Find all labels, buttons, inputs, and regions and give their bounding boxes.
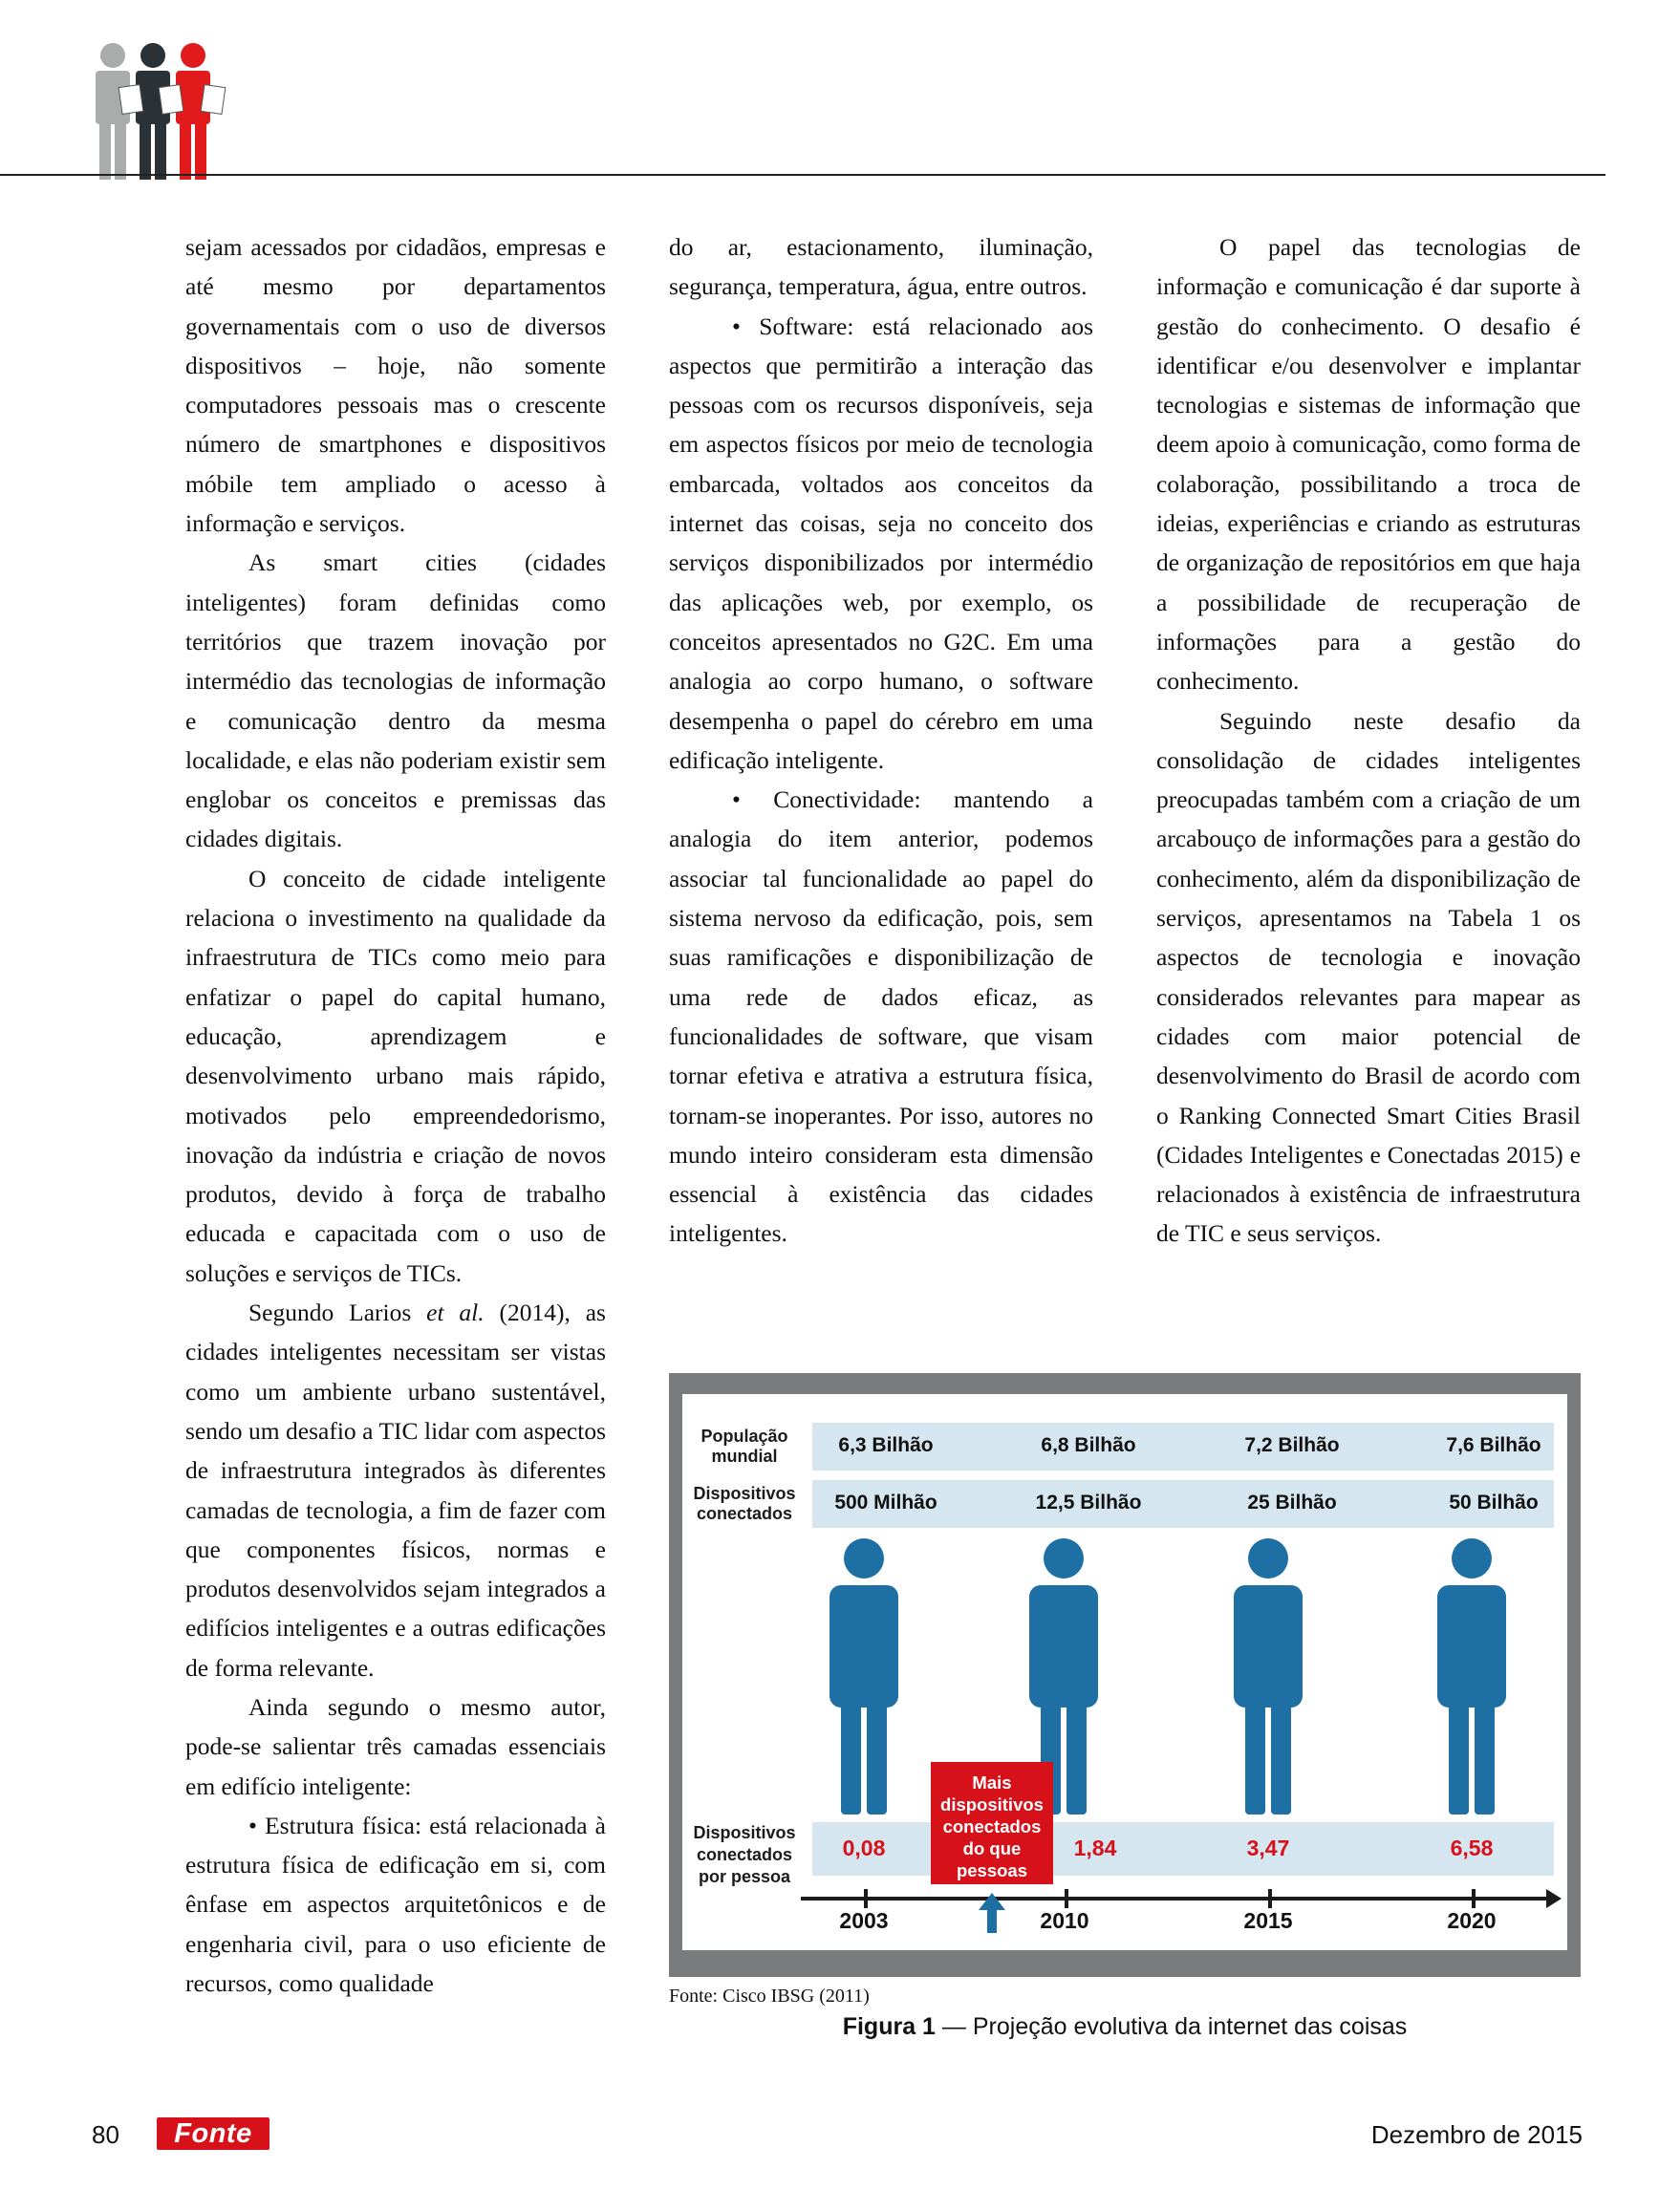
paragraph: • Estrutura física: está relacionada à estrutura física de edificação em si, com ênfase em aspectos arquitetônicos e de engenharia civil, para o uso eficiente de recursos, como qualidade [185,1811,606,1998]
up-arrow-icon [979,1893,1005,1933]
paragraph: O papel das tecnologias de informação e comunicação é dar suporte à gestão do conhecimento. O desafio é identificar e/ou desenvolver e implantar tecnologias e sistemas de informação que deem apoio à comunicação, como forma de colaboração, possibilitando a troca de ideias, experiências e criando as estruturas de organização de repositórios em que haja a possibilidade de recuperação de informações para a gestão do conhecimento. [1156,233,1581,696]
devices-value: 12,5 Bilhão [1035,1492,1142,1514]
label-line: conectados [696,1504,793,1523]
paragraph-text: (2014), as cidades inteligentes necessitam ser vistas como um ambiente urbano sustentável, sendo um desafio a TIC lidar com aspectos de infraestrutura integrados às diferentes camadas de tecnologia, a fim de fazer com que componentes físicos, normas e produtos desenvolvidos sejam integrados a edifícios inteligentes e a outras edificações de forma relevante. [185,1299,606,1682]
paragraph: • Software: está relacionado aos aspectos que permitirão a interação das pessoas com os recursos disponíveis, seja em aspectos físicos por meio de tecnologia embarcada, voltados aos conceitos da internet das coisas, seja no conceito dos serviços disponibilizados por intermédio das aplicações web, por exemplo, os conceitos apresentados no G2C. Em uma analogia ao corpo humano, o software desempenha o papel do cérebro em uma edificação inteligente. [669,311,1093,774]
paragraph-text: Segundo Larios [248,1299,427,1327]
person-icon [830,1537,898,1816]
population-value: 7,2 Bilhão [1244,1434,1340,1456]
per-person-value: 1,84 [1073,1836,1117,1860]
paragraph: O conceito de cidade inteligente relaciona o investimento na qualidade da infraestrutura de TICs como meio para enfatizar o papel do capital humano, educação, aprendizagem e desenvolvimento urbano mais rápido, motivados pelo empreendedorismo, inovação da indústria e criação de novos produtos, devido à força de trabalho educada e capacitada com o uso de soluções e serviços de TICs. [185,864,606,1287]
magazine-logo [157,2117,269,2150]
infographic-panel [682,1394,1567,1950]
callout-line: dispositivos [940,1794,1044,1815]
year-label: 2010 [1040,1908,1089,1933]
label-line: Dispositivos [693,1484,796,1503]
figure-caption [669,2013,1581,2041]
caption-text: Projeção evolutiva da internet das coisas [972,2013,1408,2040]
callout-line: conectados [942,1816,1042,1836]
year-label: 2003 [839,1908,889,1933]
article-column-1 [185,227,606,2003]
article-column-3 [1156,227,1581,1254]
year-label: 2020 [1447,1908,1497,1933]
paragraph: • Conectividade: mantendo a analogia do item anterior, podemos associar tal funcionalidade ao papel do sistema nervoso da edificação, pois, sem suas ramificações e disponibilização de uma rede de dados eficaz, as funcionalidades de software, que visam tornar efetiva e atrativa a estrutura física, tornam-se inoperantes. Por isso, autores no mundo inteiro consideram esta dimensão essencial à existência das cidades inteligentes. [669,785,1093,1248]
per-person-value: 3,47 [1246,1836,1290,1860]
devices-row-label [688,1484,801,1524]
paragraph: do ar, estacionamento, iluminação, segurança, temperatura, água, entre outros. [669,233,1093,301]
more-devices-than-people-callout [931,1762,1053,1884]
magazine-name: Fonte [174,2118,252,2149]
devices-value: 25 Bilhão [1247,1492,1337,1514]
label-line: conectados [696,1845,793,1864]
devices-value: 50 Bilhão [1449,1492,1539,1514]
paragraph: As smart cities (cidades inteligentes) foram definidas como territórios que trazem inovação por intermédio das tecnologias de informação e comunicação dentro da mesma localidade, e elas não poderiam existir sem englobar os conceitos e premissas das cidades digitais. [185,548,606,853]
label-line: por pessoa [698,1867,791,1886]
paragraph: Ainda segundo o mesmo autor, pode-se salientar três camadas essenciais em edifício inteligente: [185,1692,606,1800]
paragraph: sejam acessados por cidadãos, empresas e até mesmo por departamentos governamentais com o uso de diversos dispositivos – hoje, não somente computadores pessoais mas o crescente número de smartphones e dispositivos móbile tem ampliado o acesso à informação e serviços. [185,233,606,538]
article-column-2 [669,227,1093,1254]
callout-line: do que [962,1838,1022,1858]
page-number: 80 [92,2120,119,2149]
label-line: População [700,1427,788,1446]
label-line: Dispositivos [693,1823,796,1842]
citation-emphasis: et al. [426,1299,485,1327]
person-icon [1234,1537,1303,1816]
population-value: 6,3 Bilhão [838,1434,934,1456]
paragraph [185,1293,606,1687]
magazine-header-logo [92,42,235,182]
caption-label: Figura 1 [842,2013,936,2040]
population-value: 7,6 Bilhão [1446,1434,1541,1456]
timeline-axis [801,1889,1562,1908]
callout-line: pessoas [956,1860,1028,1880]
per-person-value: 6,58 [1450,1836,1494,1860]
issue-date: Dezembro de 2015 [1370,2120,1583,2149]
figure-1-infographic [669,1373,1581,1977]
caption-separator: — [935,2013,973,2040]
population-value: 6,8 Bilhão [1041,1434,1136,1456]
year-label: 2015 [1243,1908,1293,1933]
paragraph: Seguindo neste desafio da consolidação de cidades inteligentes preocupadas também com a criação de um arcabouço de informações para a gestão do conhecimento, além da disponibilização de serviços, apresentamos na Tabela 1 os aspectos de tecnologia e inovação considerados relevantes para mapear as cidades com maior potencial de desenvolvimento do Brasil de acordo com o Ranking Connected Smart Cities Brasil (Cidades Inteligentes e Conectadas 2015) e relacionados à existência de infraestrutura de TIC e seus serviços. [1156,706,1581,1248]
figure-source-note: Fonte: Cisco IBSG (2011) [669,1986,870,2007]
header-rule [0,174,1605,176]
person-icon [1437,1537,1506,1816]
devices-value: 500 Milhão [834,1492,937,1514]
population-row-label [688,1427,801,1467]
callout-line: Mais [972,1772,1012,1793]
label-line: mundial [711,1447,778,1466]
per-person-value: 0,08 [842,1836,886,1860]
per-person-row-label [688,1822,801,1888]
